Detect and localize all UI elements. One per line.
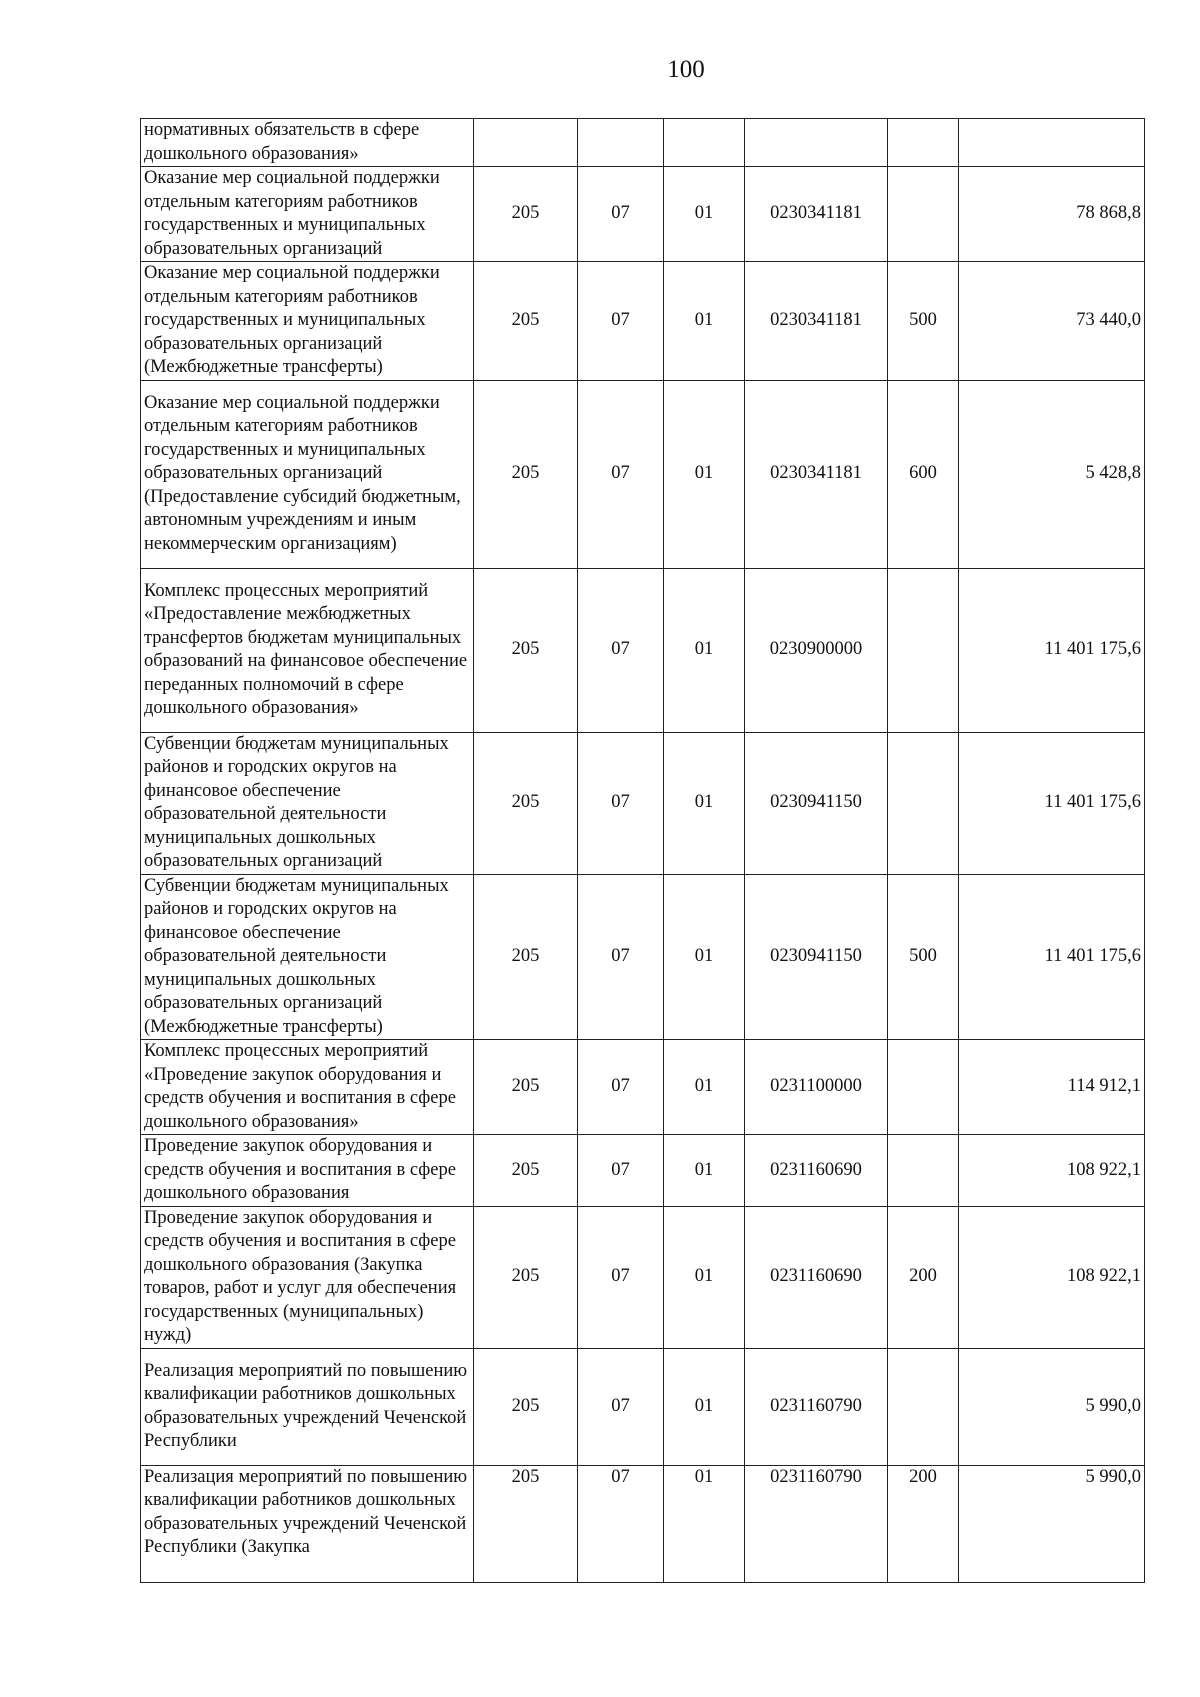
budget-table <box>140 118 1145 1583</box>
target-article-cell: 0231100000 <box>745 1040 888 1135</box>
table-row <box>141 1206 1145 1348</box>
target-article-cell: 0231160790 <box>745 1465 888 1582</box>
expense-type-cell: 600 <box>888 380 959 568</box>
ministry-code-cell <box>474 119 578 167</box>
row-name-cell: нормативных обязательств в сфере дошкольного образования» <box>141 119 474 167</box>
target-article-cell <box>745 119 888 167</box>
target-article-cell: 0231160690 <box>745 1206 888 1348</box>
expense-type-cell <box>888 1040 959 1135</box>
amount-cell: 108 922,1 <box>959 1135 1145 1207</box>
section-code-cell: 07 <box>578 262 664 381</box>
target-article-cell: 0231160790 <box>745 1348 888 1465</box>
amount-cell: 5 990,0 <box>959 1465 1145 1582</box>
ministry-code-cell: 205 <box>474 1040 578 1135</box>
section-code-cell: 07 <box>578 732 664 874</box>
amount-cell: 11 401 175,6 <box>959 568 1145 732</box>
table-row <box>141 732 1145 874</box>
expense-type-cell: 200 <box>888 1465 959 1582</box>
section-code-cell <box>578 119 664 167</box>
amount-cell: 78 868,8 <box>959 167 1145 262</box>
table-row <box>141 380 1145 568</box>
ministry-code-cell: 205 <box>474 1206 578 1348</box>
table-row <box>141 167 1145 262</box>
section-code-cell: 07 <box>578 1135 664 1207</box>
subsection-code-cell <box>664 119 745 167</box>
target-article-cell: 0230941150 <box>745 874 888 1040</box>
section-code-cell: 07 <box>578 380 664 568</box>
section-code-cell: 07 <box>578 1040 664 1135</box>
subsection-code-cell: 01 <box>664 732 745 874</box>
section-code-cell: 07 <box>578 874 664 1040</box>
expense-type-cell: 200 <box>888 1206 959 1348</box>
amount-cell: 114 912,1 <box>959 1040 1145 1135</box>
ministry-code-cell: 205 <box>474 1135 578 1207</box>
table-row <box>141 1040 1145 1135</box>
page-number: 100 <box>667 56 705 83</box>
amount-cell <box>959 119 1145 167</box>
row-name-cell: Комплекс процессных мероприятий «Проведение закупок оборудования и средств обучения и воспитания в сфере дошкольного образования» <box>141 1040 474 1135</box>
expense-type-cell <box>888 1135 959 1207</box>
ministry-code-cell: 205 <box>474 874 578 1040</box>
table-row <box>141 1135 1145 1207</box>
expense-type-cell <box>888 167 959 262</box>
ministry-code-cell: 205 <box>474 1465 578 1582</box>
expense-type-cell <box>888 119 959 167</box>
row-name-cell: Реализация мероприятий по повышению квалификации работников дошкольных образовательных учреждений Чеченской Республики (Закупка <box>141 1465 474 1582</box>
amount-cell: 5 428,8 <box>959 380 1145 568</box>
subsection-code-cell: 01 <box>664 167 745 262</box>
row-name-cell: Проведение закупок оборудования и средств обучения и воспитания в сфере дошкольного образования (Закупка товаров, работ и услуг для обеспечения государственных (муниципальных) нужд) <box>141 1206 474 1348</box>
section-code-cell: 07 <box>578 568 664 732</box>
table-row <box>141 262 1145 381</box>
ministry-code-cell: 205 <box>474 262 578 381</box>
target-article-cell: 0230341181 <box>745 167 888 262</box>
expense-type-cell: 500 <box>888 874 959 1040</box>
amount-cell: 5 990,0 <box>959 1348 1145 1465</box>
subsection-code-cell: 01 <box>664 1465 745 1582</box>
subsection-code-cell: 01 <box>664 1206 745 1348</box>
row-name-cell: Субвенции бюджетам муниципальных районов и городских округов на финансовое обеспечение образовательной деятельности муниципальных дошкольных образовательных организаций <box>141 732 474 874</box>
subsection-code-cell: 01 <box>664 380 745 568</box>
ministry-code-cell: 205 <box>474 568 578 732</box>
target-article-cell: 0230341181 <box>745 380 888 568</box>
row-name-cell: Оказание мер социальной поддержки отдельным категориям работников государственных и муниципальных образовательных организаций (Предоставление субсидий бюджетным, автономным учреждениям и иным некоммерческим организациям) <box>141 380 474 568</box>
target-article-cell: 0230341181 <box>745 262 888 381</box>
subsection-code-cell: 01 <box>664 262 745 381</box>
target-article-cell: 0231160690 <box>745 1135 888 1207</box>
row-name-cell: Комплекс процессных мероприятий «Предоставление межбюджетных трансфертов бюджетам муниципальных образований на финансовое обеспечение переданных полномочий в сфере дошкольного образования» <box>141 568 474 732</box>
expense-type-cell <box>888 568 959 732</box>
table-row <box>141 119 1145 167</box>
ministry-code-cell: 205 <box>474 732 578 874</box>
section-code-cell: 07 <box>578 1206 664 1348</box>
amount-cell: 73 440,0 <box>959 262 1145 381</box>
row-name-cell: Проведение закупок оборудования и средств обучения и воспитания в сфере дошкольного образования <box>141 1135 474 1207</box>
subsection-code-cell: 01 <box>664 568 745 732</box>
amount-cell: 11 401 175,6 <box>959 732 1145 874</box>
expense-type-cell: 500 <box>888 262 959 381</box>
budget-table-body <box>141 119 1145 1583</box>
table-row <box>141 568 1145 732</box>
subsection-code-cell: 01 <box>664 1348 745 1465</box>
ministry-code-cell: 205 <box>474 167 578 262</box>
ministry-code-cell: 205 <box>474 1348 578 1465</box>
table-row <box>141 1348 1145 1465</box>
expense-type-cell <box>888 732 959 874</box>
section-code-cell: 07 <box>578 1348 664 1465</box>
ministry-code-cell: 205 <box>474 380 578 568</box>
table-row <box>141 1465 1145 1582</box>
section-code-cell: 07 <box>578 1465 664 1582</box>
table-row <box>141 874 1145 1040</box>
row-name-cell: Субвенции бюджетам муниципальных районов и городских округов на финансовое обеспечение образовательной деятельности муниципальных дошкольных образовательных организаций (Межбюджетные трансферты) <box>141 874 474 1040</box>
row-name-cell: Оказание мер социальной поддержки отдельным категориям работников государственных и муниципальных образовательных организаций <box>141 167 474 262</box>
subsection-code-cell: 01 <box>664 874 745 1040</box>
subsection-code-cell: 01 <box>664 1135 745 1207</box>
target-article-cell: 0230941150 <box>745 732 888 874</box>
section-code-cell: 07 <box>578 167 664 262</box>
expense-type-cell <box>888 1348 959 1465</box>
target-article-cell: 0230900000 <box>745 568 888 732</box>
row-name-cell: Оказание мер социальной поддержки отдельным категориям работников государственных и муниципальных образовательных организаций (Межбюджетные трансферты) <box>141 262 474 381</box>
subsection-code-cell: 01 <box>664 1040 745 1135</box>
amount-cell: 11 401 175,6 <box>959 874 1145 1040</box>
amount-cell: 108 922,1 <box>959 1206 1145 1348</box>
row-name-cell: Реализация мероприятий по повышению квалификации работников дошкольных образовательных учреждений Чеченской Республики <box>141 1348 474 1465</box>
